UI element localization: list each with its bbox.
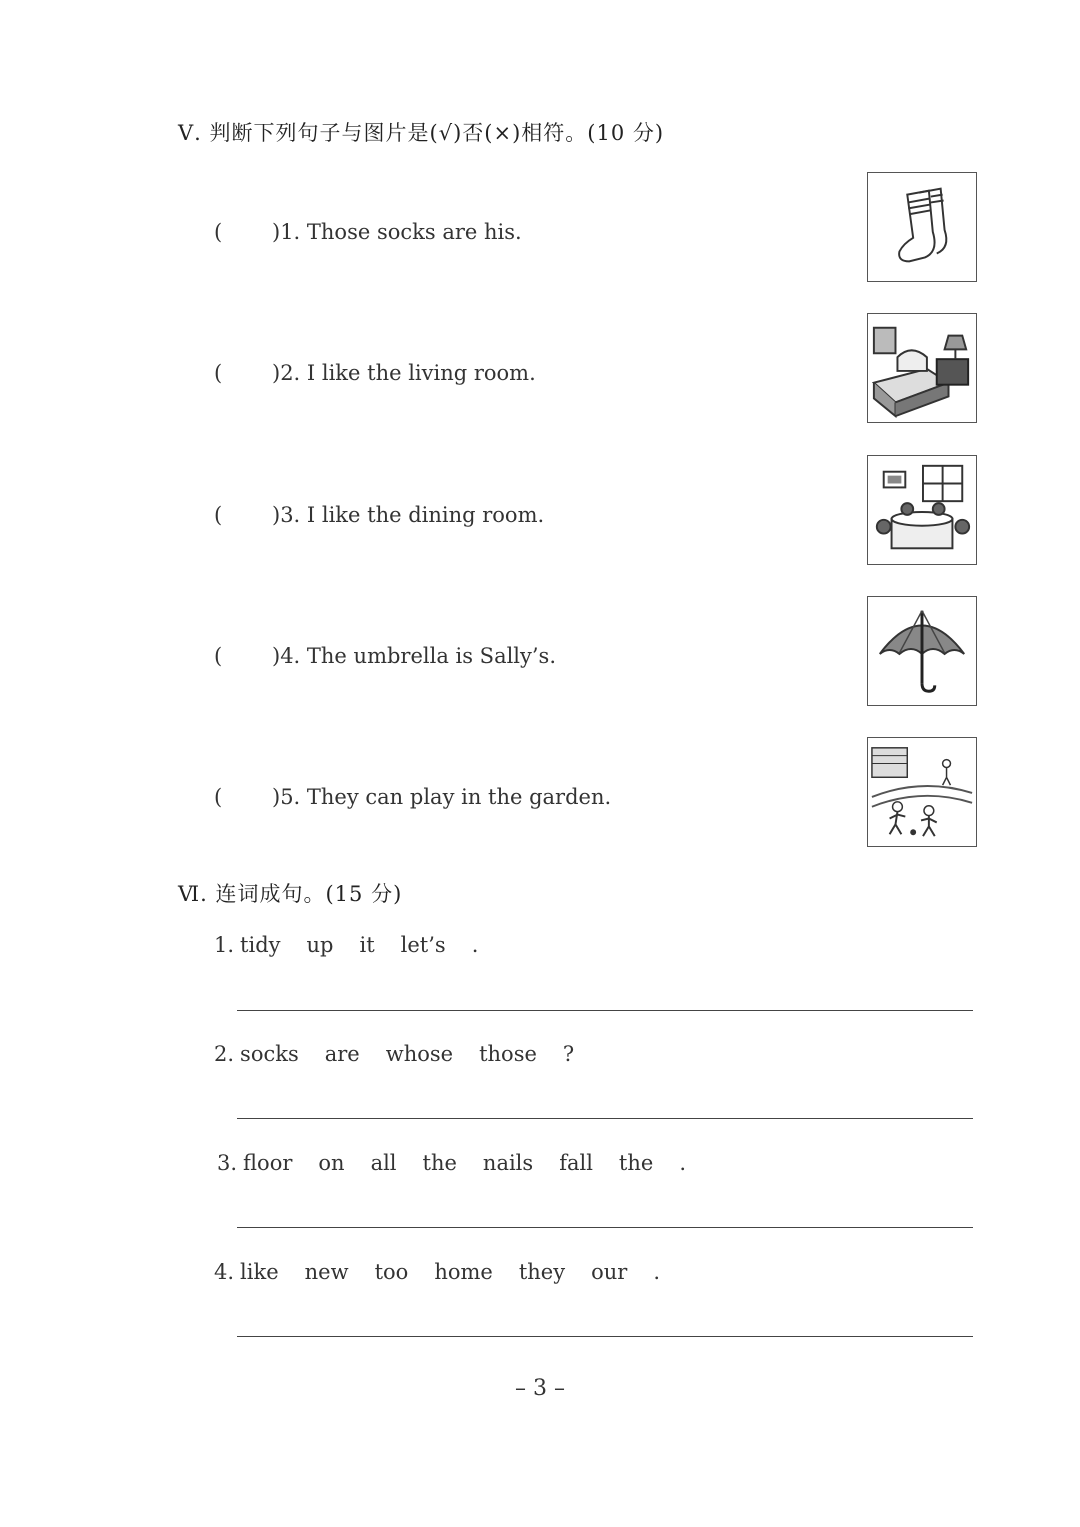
word: socks: [240, 1042, 299, 1066]
reorder-question-1: [214, 933, 504, 957]
word: those: [479, 1042, 537, 1066]
tf-item-5: [214, 785, 611, 809]
word: the: [422, 1151, 457, 1175]
tf-item-2-text: )2. I like the living room.: [272, 361, 536, 385]
section-5-title: Ⅴ. 判断下列句子与图片是(√)否(×)相符。(10 分): [178, 121, 665, 145]
word: they: [518, 1260, 566, 1284]
question-number: 3.: [217, 1151, 238, 1175]
tf-item-3-text: )3. I like the dining room.: [272, 503, 545, 527]
tf-item-5-text: )5. They can play in the garden.: [272, 785, 612, 809]
word: the: [618, 1151, 654, 1175]
reorder-question-2: [214, 1042, 600, 1066]
word: .: [471, 933, 479, 957]
word: whose: [385, 1042, 454, 1066]
reorder-question-3: [217, 1151, 712, 1175]
word: it: [359, 933, 375, 957]
word: new: [304, 1260, 349, 1284]
tf-item-3: [214, 503, 544, 527]
children-playing-icon: [867, 737, 977, 847]
question-number: 2.: [214, 1042, 235, 1066]
socks-icon: [867, 172, 977, 282]
word: home: [434, 1260, 493, 1284]
answer-line-4[interactable]: [237, 1336, 973, 1337]
question-number: 4.: [214, 1260, 235, 1284]
answer-blank-4[interactable]: (: [214, 644, 223, 668]
answer-line-1[interactable]: [237, 1010, 973, 1011]
word: nails: [482, 1151, 534, 1175]
bedroom-icon: [867, 313, 977, 423]
answer-blank-3[interactable]: (: [214, 503, 223, 527]
question-number: 1.: [214, 933, 235, 957]
word: all: [370, 1151, 397, 1175]
word: .: [653, 1260, 660, 1284]
reorder-question-4: [214, 1260, 686, 1284]
word: fall: [559, 1151, 593, 1175]
tf-item-4: [214, 644, 556, 668]
answer-blank-2[interactable]: (: [214, 361, 223, 385]
word: let’s: [400, 933, 446, 957]
word: on: [318, 1151, 345, 1175]
tf-item-4-text: )4. The umbrella is Sally’s.: [272, 644, 557, 668]
word: are: [324, 1042, 360, 1066]
word: floor: [243, 1151, 293, 1175]
tf-item-1: [214, 220, 522, 244]
word: too: [374, 1260, 409, 1284]
word: our: [591, 1260, 628, 1284]
tf-item-1-text: )1. Those socks are his.: [272, 220, 522, 244]
word: like: [240, 1260, 279, 1284]
answer-line-3[interactable]: [237, 1227, 973, 1228]
dining-room-icon: [867, 455, 977, 565]
section-6-title: Ⅵ. 连词成句。(15 分): [178, 882, 403, 906]
word: .: [679, 1151, 687, 1175]
answer-blank-5[interactable]: (: [214, 785, 223, 809]
word: up: [306, 933, 334, 957]
word: tidy: [240, 933, 281, 957]
umbrella-icon: [867, 596, 977, 706]
word: ?: [562, 1042, 575, 1066]
answer-line-2[interactable]: [237, 1118, 973, 1119]
answer-blank-1[interactable]: (: [214, 220, 223, 244]
tf-item-2: [214, 361, 536, 385]
page-number: – 3 –: [515, 1376, 565, 1401]
